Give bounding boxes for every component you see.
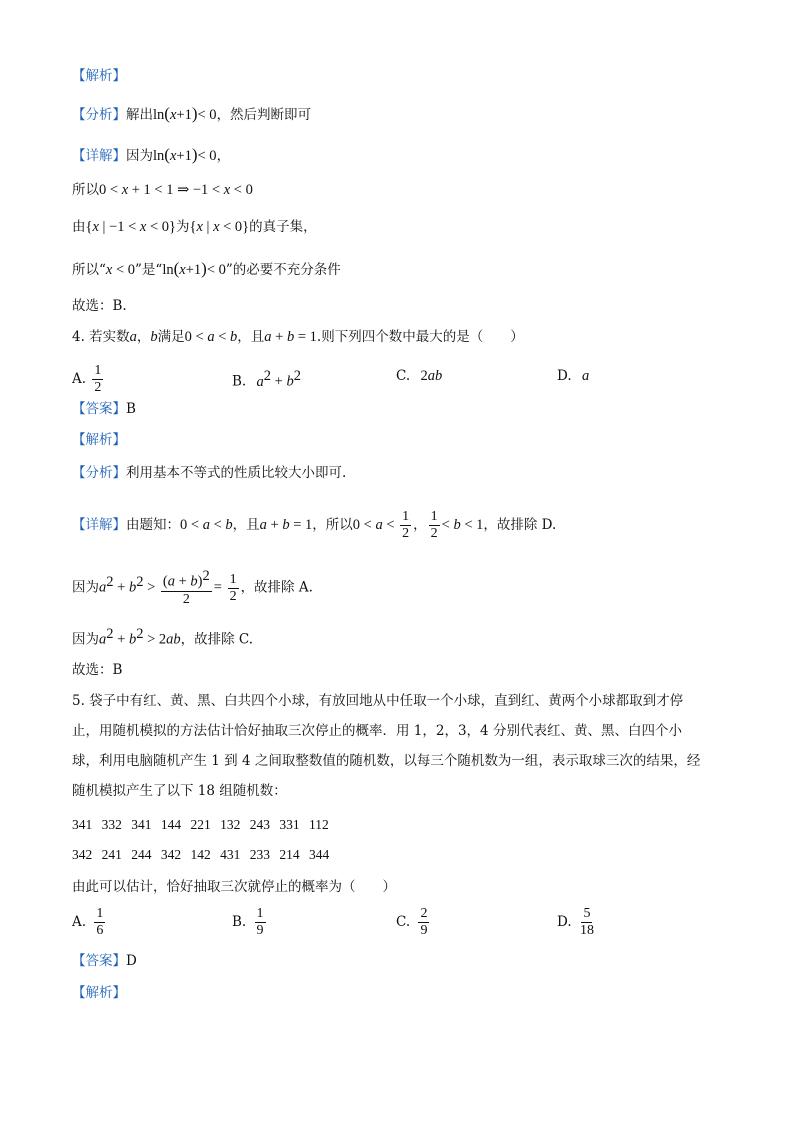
answer-value: B <box>126 401 136 417</box>
q4-option-c: C. 2ab <box>396 368 443 384</box>
option-label: B. <box>232 373 247 390</box>
q5-question: 由此可以估计，恰好抽取三次就停止的概率为（ ） <box>72 879 396 895</box>
numerator: 5 <box>583 906 591 921</box>
option-label: C. <box>396 914 411 930</box>
denominator: 18 <box>579 923 594 938</box>
text: ，故排除 A. <box>240 579 313 596</box>
q5-stem-line2: 止，用随机模拟的方法估计恰好抽取三次停止的概率．用 1，2，3，4 分别代表红、黄、黑、白四个小 <box>72 723 682 739</box>
option-label: A. <box>72 914 87 930</box>
q3-subset-line: 由{x | −1 < x < 0}为{x | x < 0}的真子集， <box>72 219 317 235</box>
text: ”的必要不充分条件 <box>225 262 341 278</box>
text: .则下列四个数中最大的是（ ） <box>316 329 524 345</box>
text: ”是“ <box>135 262 163 278</box>
q3-so-line: 所以0 < x + 1 < 1 ⇒ −1 < x < 0 <box>72 182 253 198</box>
text: ，所以 <box>312 517 353 533</box>
q5-stem-line1: 5. 袋子中有红、黄、黑、白共四个小球，有放回地从中任取一个小球，直到红、黄两个小球都取到才停 <box>72 693 684 709</box>
text: 因为 <box>72 579 99 596</box>
text: ，故排除 C. <box>180 631 254 648</box>
q4-line3: 因为$a^2 + b^2 > 2ab$，故排除 C. <box>72 626 254 648</box>
fenxi-tag: 【分析】 <box>72 465 126 481</box>
text: 4. 若实数 <box>72 329 130 345</box>
denominator: 9 <box>420 923 428 938</box>
q4-option-a: A. $\frac{1}{2}$ <box>72 363 102 395</box>
option-label: A. <box>72 371 87 387</box>
text: ，且 <box>237 329 265 345</box>
fenxi-tag: 【分析】 <box>72 107 126 123</box>
q5-option-a <box>72 906 107 939</box>
answer-value: D <box>126 953 137 969</box>
text: ，故排除 D. <box>483 517 557 533</box>
denominator: 9 <box>256 923 264 938</box>
text: 因为 <box>126 148 153 164</box>
q4-line2: 因为$a^2 + b^2$ > $\frac{(a + b)^2}{2}$ = $\frac{1}{2}$ ，故排除 A. <box>72 568 313 607</box>
q5-option-d <box>557 906 596 939</box>
q5-numbers-row2: 342 241 244 342 142 431 233 214 344 <box>72 847 330 862</box>
xiangjie-tag: 【详解】 <box>72 517 126 533</box>
text: 为 <box>176 219 190 235</box>
text: ， <box>413 517 427 533</box>
jiexi-header: 【解析】 <box>72 68 126 84</box>
text: ，然后判断即可 <box>216 107 312 123</box>
text: 的真子集， <box>249 219 317 235</box>
numerator: 1 <box>256 906 264 921</box>
q5-option-c <box>396 906 431 939</box>
option-label: B. <box>232 914 247 930</box>
text: 由题知： <box>126 517 180 533</box>
text: 所以 <box>72 182 99 198</box>
q5-stem-line4: 随机模拟产生了以下 18 组随机数： <box>72 783 287 799</box>
xiangjie-tag: 【详解】 <box>72 148 126 164</box>
answer-tag: 【答案】 <box>72 401 126 417</box>
denominator: 6 <box>96 923 104 938</box>
q5-jiexi-header: 【解析】 <box>72 985 126 1001</box>
text: 满足 <box>157 329 185 345</box>
text: 由 <box>72 219 86 235</box>
q5-stem-line3: 球，利用电脑随机产生 1 到 4 之间取整数值的随机数，以每三个随机数为一组，表示取球三次的结果，经 <box>72 753 701 769</box>
q3-fenxi: 【分析】解出ln(x+1)< 0，然后判断即可 <box>72 104 312 123</box>
q4-jiexi-header: 【解析】 <box>72 432 126 448</box>
text: ，且 <box>232 517 260 533</box>
numerator: 1 <box>96 906 104 921</box>
option-label: D. <box>557 914 572 930</box>
q4-option-b: B. $a^2 + b^2$ <box>232 368 301 390</box>
numerator: 2 <box>420 906 428 921</box>
text: 所以“ <box>72 262 106 278</box>
q4-xiangjie: 【详解】由题知：0 < a < b，且a + b = 1，所以0 < a < $\frac{1}{2}$ ， $\frac{1}{2}$ < b < 1，故排除 D. <box>72 509 557 541</box>
q4-fenxi <box>72 463 346 483</box>
q4-choice: 故选：B <box>72 662 123 678</box>
q3-xiangjie: 【详解】因为ln(x+1)< 0， <box>72 145 231 164</box>
q4-stem: 4. 若实数a，b满足0 < a < b，且a + b = 1.则下列四个数中最大的是（ ） <box>72 329 524 345</box>
q5-option-b <box>232 906 268 939</box>
q5-numbers-row1: 341 332 341 144 221 132 243 331 112 <box>72 817 329 832</box>
option-label: D. <box>557 368 572 384</box>
text: 因为 <box>72 631 99 648</box>
option-label: C. <box>396 368 411 384</box>
q3-conclusion: 所以“x < 0”是“ln(x+1)< 0”的必要不充分条件 <box>72 259 341 278</box>
text: 解出 <box>126 107 153 123</box>
text: 利用基本不等式的性质比较大小即可. <box>126 465 347 481</box>
q3-choice: 故选：B. <box>72 298 127 314</box>
q5-answer <box>72 951 137 971</box>
text: ， <box>136 329 151 345</box>
q4-option-d: D. a <box>557 368 590 384</box>
q5-stem <box>72 686 722 806</box>
answer-tag: 【答案】 <box>72 953 126 969</box>
q4-answer <box>72 399 136 419</box>
